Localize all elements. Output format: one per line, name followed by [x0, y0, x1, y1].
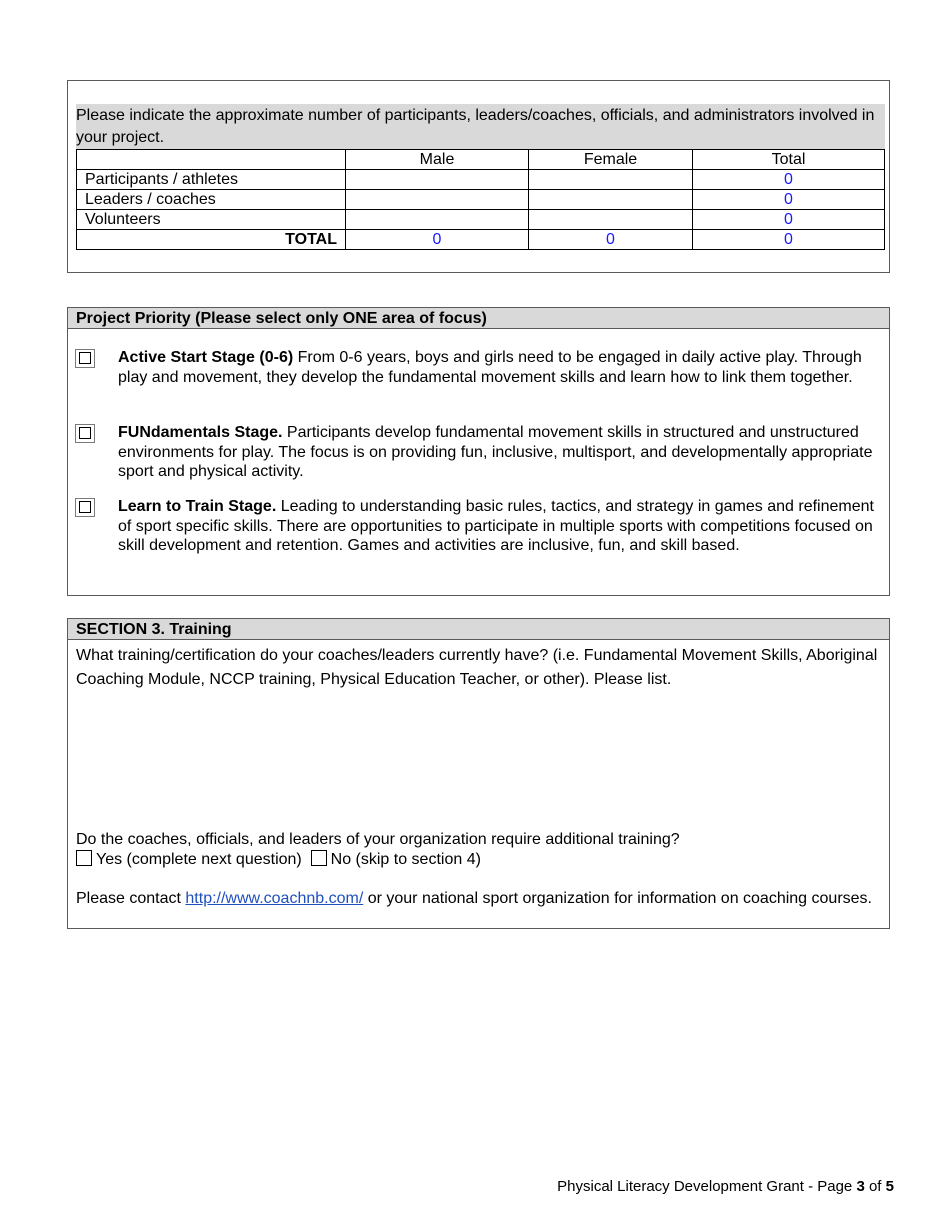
- male-count-field[interactable]: [346, 190, 529, 210]
- coachnb-link[interactable]: http://www.coachnb.com/: [185, 890, 364, 907]
- contact-prefix: Please contact: [76, 890, 186, 907]
- participants-instructions: Please indicate the approximate number of participants, leaders/coaches, officials, and administrators involved in your project.: [76, 104, 885, 150]
- no-checkbox[interactable]: [311, 850, 327, 866]
- row-total-value: 0: [693, 190, 885, 210]
- training-title: SECTION 3. Training: [68, 619, 889, 640]
- learn-to-train-checkbox[interactable]: [75, 498, 95, 517]
- total-label: TOTAL: [77, 230, 346, 250]
- contact-text: [76, 889, 886, 909]
- female-count-field[interactable]: [529, 210, 693, 230]
- total-pages: 5: [885, 1178, 894, 1195]
- yes-checkbox[interactable]: [76, 850, 92, 866]
- yes-no-options: [76, 850, 886, 870]
- table-row: [77, 170, 885, 190]
- page-footer: [557, 1178, 894, 1195]
- header-female: Female: [529, 150, 693, 170]
- table-row: [77, 190, 885, 210]
- header-blank-cell: [77, 150, 346, 170]
- active-start-checkbox[interactable]: [75, 349, 95, 368]
- female-count-field[interactable]: [529, 170, 693, 190]
- row-total-value: 0: [693, 170, 885, 190]
- option-name: Learn to Train Stage.: [118, 498, 277, 515]
- header-male: Male: [346, 150, 529, 170]
- training-section: [67, 618, 890, 929]
- additional-training-question: Do the coaches, officials, and leaders of your organization require additional training?: [76, 831, 680, 848]
- header-total: Total: [693, 150, 885, 170]
- table-row: [77, 210, 885, 230]
- option-description: Participants develop fundamental movement skills in structured and unstructured environments for play. The focus is on providing fun, inclusive, multisport, and developmentally appropriate sport and physical activity.: [118, 424, 873, 480]
- row-label: Leaders / coaches: [77, 190, 346, 210]
- participants-table: [76, 149, 885, 250]
- row-total-value: 0: [693, 210, 885, 230]
- total-row: [77, 230, 885, 250]
- table-header-row: [77, 150, 885, 170]
- option-text: [118, 497, 886, 556]
- certification-question: What training/certification do your coaches/leaders currently have? (i.e. Fundamental Movement Skills, Aboriginal Coaching Module, NCCP training, Physical Education Teacher, or other). Please list.: [76, 647, 878, 688]
- row-label: Participants / athletes: [77, 170, 346, 190]
- female-count-field[interactable]: [529, 190, 693, 210]
- footer-text: Physical Literacy Development Grant - Page: [557, 1178, 857, 1195]
- option-text: [118, 348, 886, 387]
- contact-suffix: or your national sport organization for information on coaching courses.: [363, 890, 872, 907]
- project-priority-section: [67, 307, 890, 596]
- participants-section: [67, 80, 890, 273]
- row-label: Volunteers: [77, 210, 346, 230]
- option-name: Active Start Stage (0-6): [118, 349, 294, 366]
- option-description: From 0-6 years, boys and girls need to be engaged in daily active play. Through play and movement, they develop the fundamental movement skills and learn how to link them together.: [118, 349, 862, 386]
- option-name: FUNdamentals Stage.: [118, 424, 283, 441]
- male-count-field[interactable]: [346, 170, 529, 190]
- total-female-value: 0: [529, 230, 693, 250]
- option-text: [118, 423, 886, 482]
- footer-of: of: [864, 1178, 886, 1195]
- total-male-value: 0: [346, 230, 529, 250]
- page-number: 3: [856, 1178, 865, 1195]
- fundamentals-checkbox[interactable]: [75, 424, 95, 443]
- male-count-field[interactable]: [346, 210, 529, 230]
- yes-label: Yes (complete next question): [96, 851, 302, 868]
- grand-total-value: 0: [693, 230, 885, 250]
- option-description: Leading to understanding basic rules, tactics, and strategy in games and refinement of sport specific skills. There are opportunities to participate in multiple sports with competitions focused on skill development and retention. Games and activities are inclusive, fun, and skill based.: [118, 498, 874, 554]
- no-label: No (skip to section 4): [330, 851, 481, 868]
- priority-title: Project Priority (Please select only ONE area of focus): [68, 308, 889, 329]
